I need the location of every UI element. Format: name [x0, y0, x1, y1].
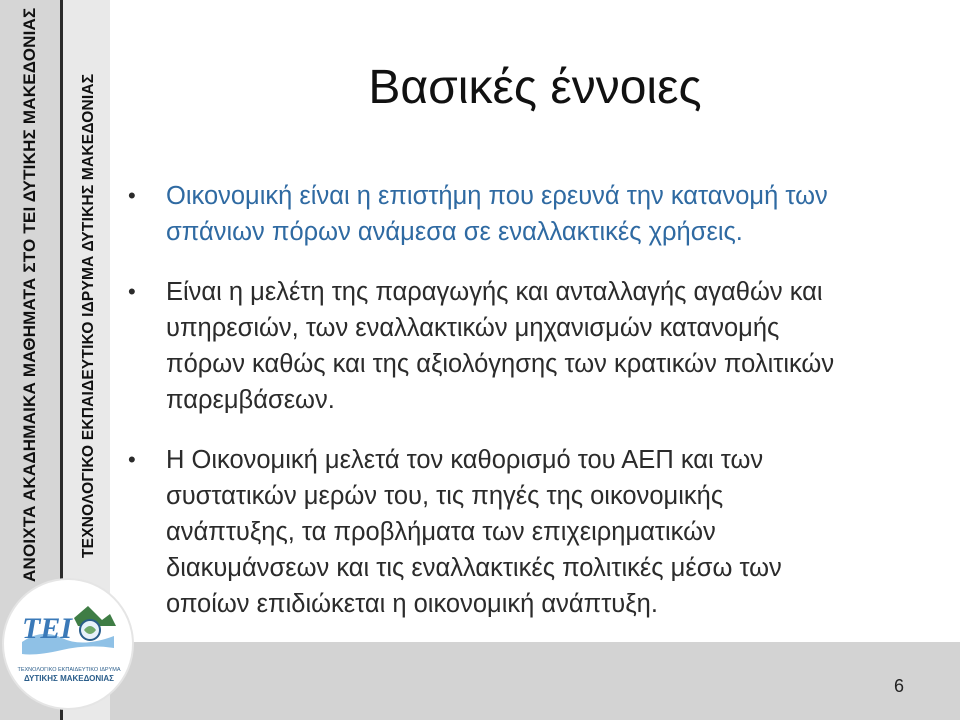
logo-caption-line2: ΔΥΤΙΚΗΣ ΜΑΚΕΔΟΝΙΑΣ	[24, 673, 114, 683]
bullet-item	[128, 178, 848, 250]
bullet-item	[128, 274, 848, 418]
sidebar-inner-label: ΤΕΧΝΟΛΟΓΙΚΟ ΕΚΠΑΙΔΕΥΤΙΚΟ ΙΔΡΥΜΑ ΔΥΤΙΚΗΣ ΜΑΚΕΔΟΝΙΑΣ	[80, 73, 97, 558]
logo-caption	[14, 668, 124, 683]
bullet-item	[128, 442, 848, 622]
logo-caption-line1: ΤΕΧΝΟΛΟΓΙΚΟ ΕΚΠΑΙΔΕΥΤΙΚΟ ΙΔΡΥΜΑ	[17, 667, 121, 673]
sidebar-outer-label: ΑΝΟΙΧΤΑ ΑΚΑΔΗΜΑΙΚΑ ΜΑΘΗΜΑΤΑ ΣΤΟ ΤΕΙ ΔΥΤΙΚΗΣ ΜΑΚΕΔΟΝΙΑΣ	[20, 7, 39, 582]
bullet-text: Οικονομική είναι η επιστήμη που ερευνά την κατανομή των σπάνιων πόρων ανάμεσα σε εναλλακτικές χρήσεις.	[166, 182, 828, 246]
bullet-text: Είναι η μελέτη της παραγωγής και ανταλλαγής αγαθών και υπηρεσιών, των εναλλακτικών μηχανισμών κατανομής πόρων καθώς και της αξιολόγησης των κρατικών πολιτικών παρεμβάσεων.	[166, 278, 835, 414]
page-number: 6	[893, 676, 904, 696]
bullet-dot-icon: •	[128, 183, 136, 208]
bullet-dot-icon: •	[128, 279, 136, 304]
tei-logo-icon	[18, 598, 118, 668]
logo-tei-text: ΤΕΙ	[22, 612, 73, 645]
bullet-list	[128, 178, 848, 646]
footer-band	[110, 642, 960, 720]
bullet-text: Η Οικονομική μελετά τον καθορισμό του ΑΕΠ και των συστατικών μερών του, τις πηγές της οικονομικής ανάπτυξης, τα προβλήματα των επιχειρηματικών διακυμάνσεων και τις εναλλακτικές πολιτικές μέσω των οποίων επιδιώκεται η οικονομική ανάπτυξη.	[166, 446, 782, 618]
bullet-dot-icon: •	[128, 447, 136, 472]
slide-title: Βασικές έννοιες	[368, 61, 702, 114]
